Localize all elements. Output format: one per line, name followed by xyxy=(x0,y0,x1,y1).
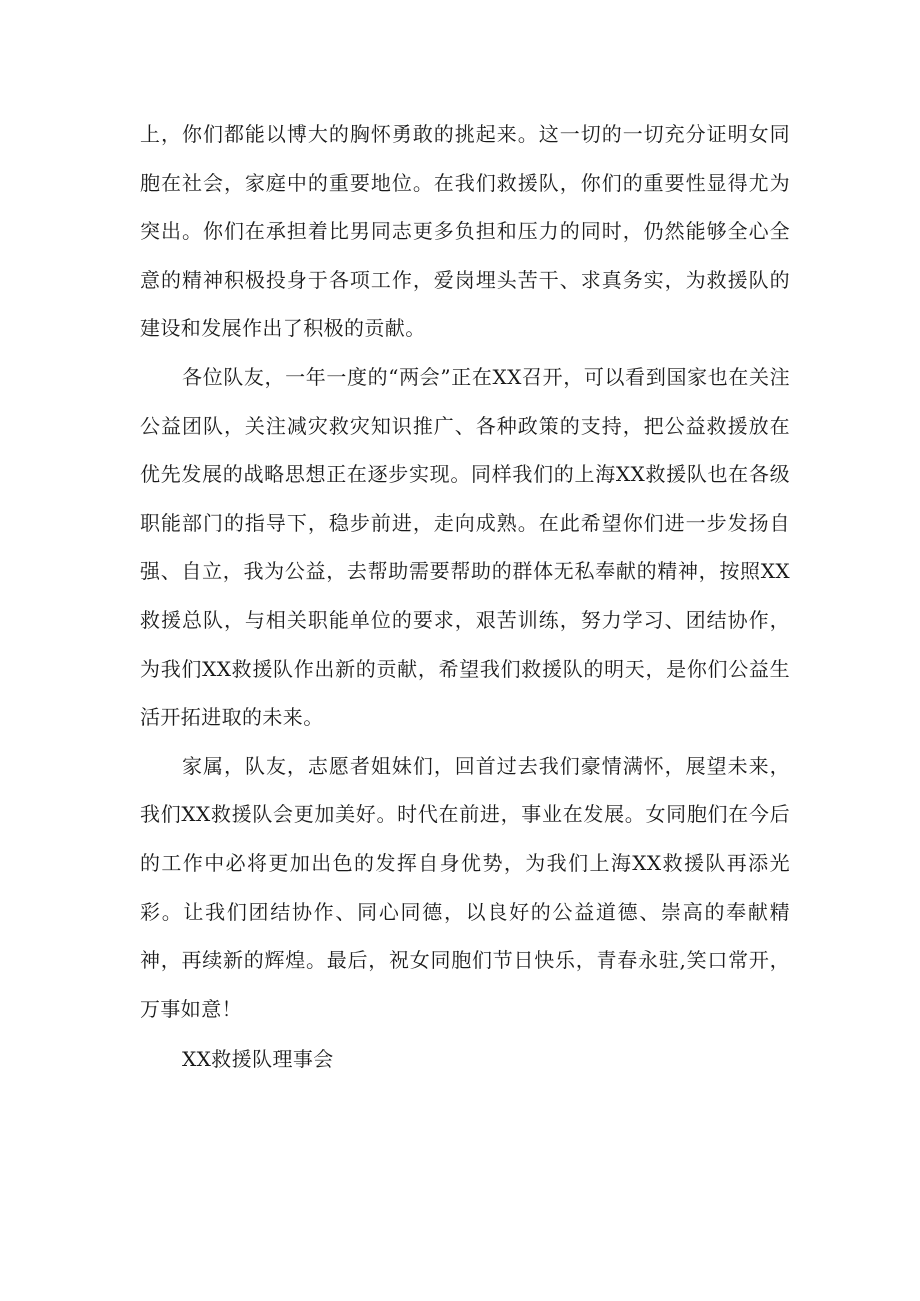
paragraph-2: 各位队友，一年一度的“两会”正在XX召开，可以看到国家也在关注公益团队，关注减灾救灾知识推广、各种政策的支持，把公益救援放在优先发展的战略思想正在逐步实现。同样我们的上海XX救援队也在各级职能部门的指导下，稳步前进，走向成熟。在此希望你们进一步发扬自强、自立，我为公益，去帮助需要帮助的群体无私奉献的精神，按照XX救援总队，与相关职能单位的要求，艰苦训练，努力学习、团结协作，为我们XX救援队作出新的贡献，希望我们救援队的明天，是你们公益生活开拓进取的未来。 xyxy=(140,364,790,730)
paragraph-1: 上，你们都能以博大的胸怀勇敢的挑起来。这一切的一切充分证明女同胞在社会，家庭中的重要地位。在我们救援队，你们的重要性显得尤为突出。你们在承担着比男同志更多负担和压力的同时，仍然能够全心全意的精神积极投身于各项工作，爱岗埋头苦干、求真务实，为救援队的建设和发展作出了积极的贡献。 xyxy=(140,122,790,341)
signature: XX救援队理事会 xyxy=(182,1047,334,1072)
document-body xyxy=(140,110,790,1084)
paragraph-3: 家属，队友，志愿者姐妹们，回首过去我们豪情满怀，展望未来，我们XX救援队会更加美好。时代在前进，事业在发展。女同胞们在今后的工作中必将更加出色的发挥自身优势，为我们上海XX救援队再添光彩。让我们团结协作、同心同德，以良好的公益道德、崇高的奉献精神，再续新的辉煌。最后，祝女同胞们节日快乐，青春永驻,笑口常开，万事如意！ xyxy=(140,753,790,1021)
